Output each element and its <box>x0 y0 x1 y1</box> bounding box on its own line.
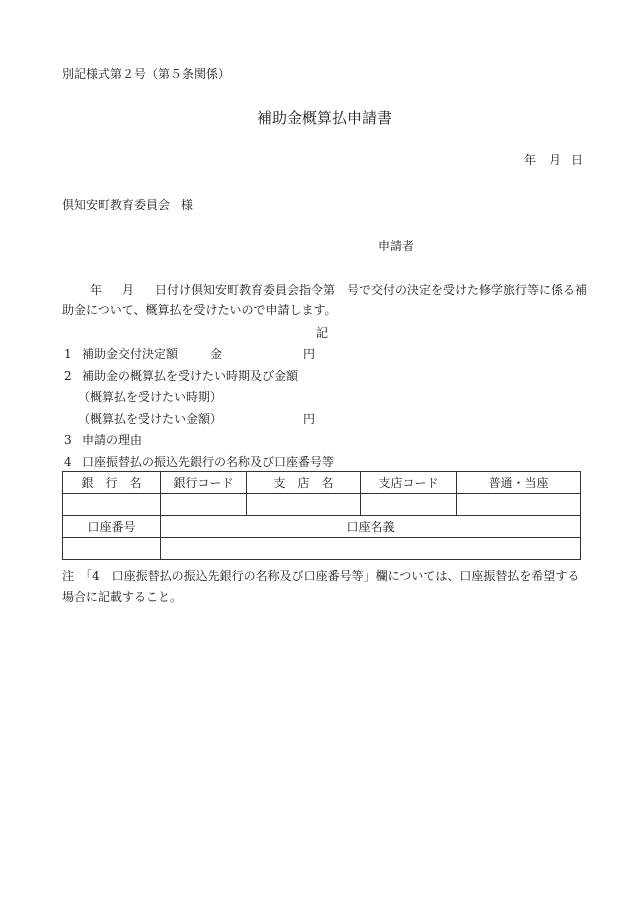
account-number-cell[interactable] <box>63 538 161 560</box>
bank-code-cell[interactable] <box>161 494 247 516</box>
body-month: 月 <box>122 283 135 297</box>
body-line2: 助金について、概算払を受けたいので申請します。 <box>62 303 337 317</box>
footnote-text: 「4 口座振替払の振込先銀行の名称及び口座番号等」欄については、口座振替払を希望する場合に記載すること。 <box>62 569 580 604</box>
body-year: 年 <box>90 283 103 297</box>
bank-code-header: 銀行コード <box>161 472 247 494</box>
account-type-header: 普通・当座 <box>457 472 581 494</box>
bank-header-row <box>63 472 581 494</box>
item-4-number: 4 <box>64 455 72 469</box>
item-3-number: 3 <box>64 433 72 447</box>
item-1-label: 補助金交付決定額 <box>82 347 179 361</box>
account-name-cell[interactable] <box>161 538 581 560</box>
item-2-label: 補助金の概算払を受けたい時期及び金額 <box>82 369 299 383</box>
item-2-number: 2 <box>64 369 72 383</box>
body-line1: 日付け倶知安町教育委員会指令第 号で交付の決定を受けた修学旅行等に係る補 <box>155 283 588 297</box>
account-header-row <box>63 516 581 538</box>
footnote-prefix: 注 <box>62 569 75 583</box>
account-type-cell[interactable] <box>457 494 581 516</box>
item-4-label: 口座振替払の振込先銀行の名称及び口座番号等 <box>82 455 335 469</box>
addressee-name: 倶知安町教育委員会 <box>62 198 171 212</box>
date-month: 月 <box>549 153 562 167</box>
footnote <box>62 566 584 608</box>
item-1-yen: 円 <box>303 347 316 361</box>
item-2-yen: 円 <box>303 412 316 426</box>
bank-input-row <box>63 494 581 516</box>
account-input-row <box>63 538 581 560</box>
applicant-label: 申請者 <box>378 239 415 253</box>
document-title: 補助金概算払申請書 <box>257 109 393 127</box>
account-name-header: 口座名義 <box>161 516 581 538</box>
item-1-kin: 金 <box>210 347 223 361</box>
item-2-sub-period: （概算払を受けたい時期） <box>78 390 223 404</box>
addressee-honorific: 様 <box>181 198 194 212</box>
bank-name-cell[interactable] <box>63 494 161 516</box>
date-day: 日 <box>571 153 584 167</box>
item-2-sub-amount: （概算払を受けたい金額） <box>78 412 223 426</box>
item-3-label: 申請の理由 <box>82 433 143 447</box>
form-number: 別記様式第２号（第５条関係） <box>62 67 231 81</box>
branch-code-cell[interactable] <box>361 494 457 516</box>
date-year: 年 <box>524 153 537 167</box>
account-number-header: 口座番号 <box>63 516 161 538</box>
item-1-number: 1 <box>64 347 72 361</box>
branch-name-header: 支 店 名 <box>247 472 361 494</box>
ki-heading: 記 <box>316 326 329 340</box>
bank-name-header: 銀 行 名 <box>63 472 161 494</box>
branch-code-header: 支店コード <box>361 472 457 494</box>
branch-name-cell[interactable] <box>247 494 361 516</box>
bank-account-table <box>62 471 581 560</box>
